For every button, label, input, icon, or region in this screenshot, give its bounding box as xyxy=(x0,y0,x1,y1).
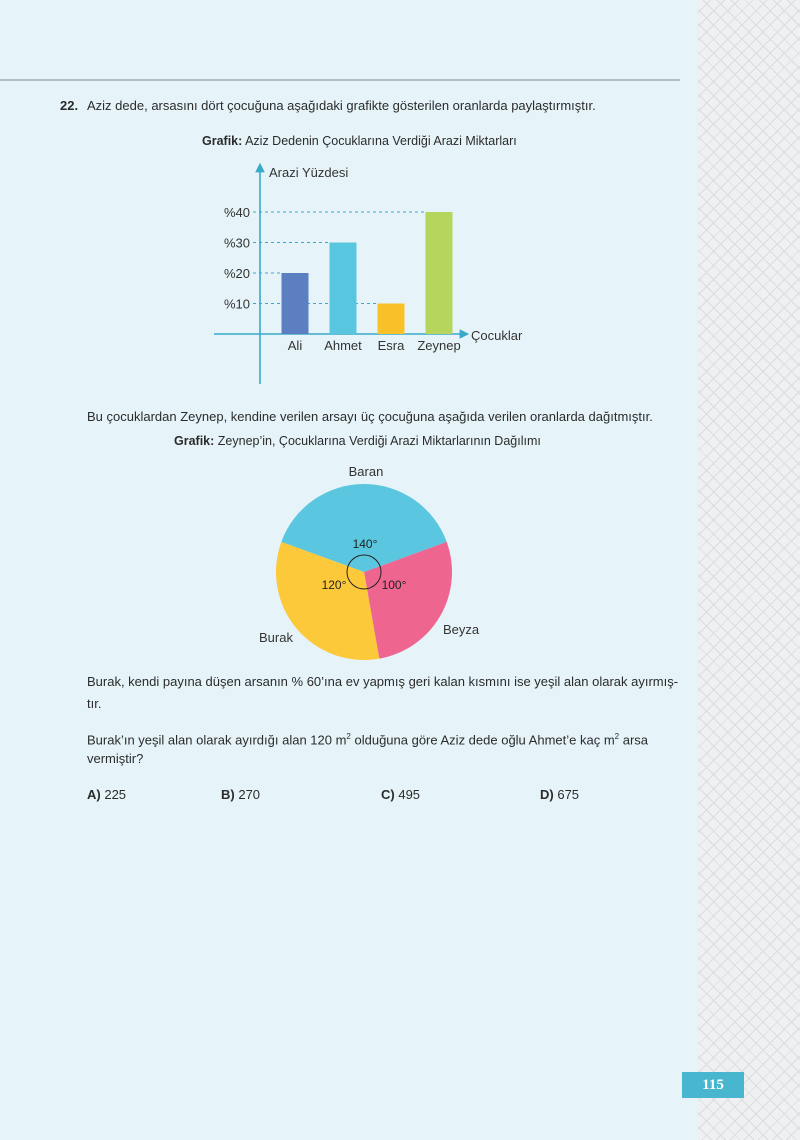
option-a[interactable] xyxy=(87,787,126,802)
y-tick-label: %20 xyxy=(224,266,251,281)
y-axis-label: Arazi Yüzdesi xyxy=(269,165,349,180)
x-tick-label: Ali xyxy=(287,338,303,353)
paragraph-1-line-2: tır. xyxy=(87,696,102,711)
slice-name-label: Baran xyxy=(348,464,384,479)
pie-chart-caption xyxy=(174,434,541,448)
x-tick-label: Esra xyxy=(377,338,405,353)
option-d-value: 675 xyxy=(557,787,580,802)
y-tick-label: %10 xyxy=(224,296,251,312)
option-c[interactable] xyxy=(381,787,420,802)
bar-ahmet xyxy=(330,243,357,335)
x-axis-label: Çocuklar xyxy=(471,328,523,343)
option-c-value: 495 xyxy=(398,787,421,802)
slice-name-label: Burak xyxy=(259,630,293,645)
x-tick-label: Zeynep xyxy=(417,338,461,353)
page-number-badge: 115 xyxy=(682,1072,744,1098)
bar-chart xyxy=(0,0,800,400)
bar-chart-title: Aziz Dedenin Çocuklarına Verdiği Arazi Miktarları xyxy=(245,134,517,148)
paragraph-2-line-1 xyxy=(87,727,648,750)
bar-esra xyxy=(378,304,405,335)
squared-sup-1: 2 xyxy=(346,732,351,741)
paragraph-2-part-b: olduğuna göre Aziz dede oğlu Ahmet’e kaç m xyxy=(350,732,615,748)
option-c-letter: C) xyxy=(381,787,395,802)
bar-zeynep xyxy=(426,212,453,334)
pie-caption-label: Grafik: xyxy=(174,434,215,448)
slice-name-label: Beyza xyxy=(443,622,480,637)
option-a-value: 225 xyxy=(104,787,127,802)
angle-label: 140° xyxy=(352,537,378,551)
x-tick-label: Ahmet xyxy=(324,338,362,353)
bar-caption-label: Grafik: xyxy=(202,134,243,148)
angle-label: 100° xyxy=(381,578,407,592)
option-b-value: 270 xyxy=(238,787,261,802)
paragraph-2-part-c: arsa xyxy=(619,732,649,748)
option-a-letter: A) xyxy=(87,787,101,802)
y-tick-label: %30 xyxy=(224,235,251,251)
paragraph-1-line-1: Burak, kendi payına düşen arsanın % 60’ına ev yapmış geri kalan kısmını ise yeşil alan olarak ayırmış- xyxy=(87,674,679,689)
middle-text: Bu çocuklardan Zeynep, kendine verilen arsayı üç çocuğuna aşağıda verilen oranlarda dağıtmıştır. xyxy=(87,409,653,424)
question-number: 22. xyxy=(60,98,79,113)
paragraph-2-part-a: Burak’ın yeşil alan olarak ayırdığı alan 120 m xyxy=(87,732,347,748)
option-d[interactable] xyxy=(540,787,579,802)
option-d-letter: D) xyxy=(540,787,554,802)
y-tick-label: %40 xyxy=(224,205,251,220)
question-intro: Aziz dede, arsasını dört çocuğuna aşağıdaki grafikte gösterilen oranlarda paylaştırmıştır. xyxy=(87,98,596,113)
option-b[interactable] xyxy=(221,787,260,802)
bar-ali xyxy=(282,273,309,334)
pie-chart xyxy=(0,450,800,670)
squared-sup-2: 2 xyxy=(614,732,620,741)
paragraph-2-line-2: vermiştir? xyxy=(87,751,144,766)
option-b-letter: B) xyxy=(221,787,235,802)
angle-label: 120° xyxy=(321,578,347,592)
pie-chart-title: Zeynep’in, Çocuklarına Verdiği Arazi Miktarlarının Dağılımı xyxy=(217,434,541,448)
